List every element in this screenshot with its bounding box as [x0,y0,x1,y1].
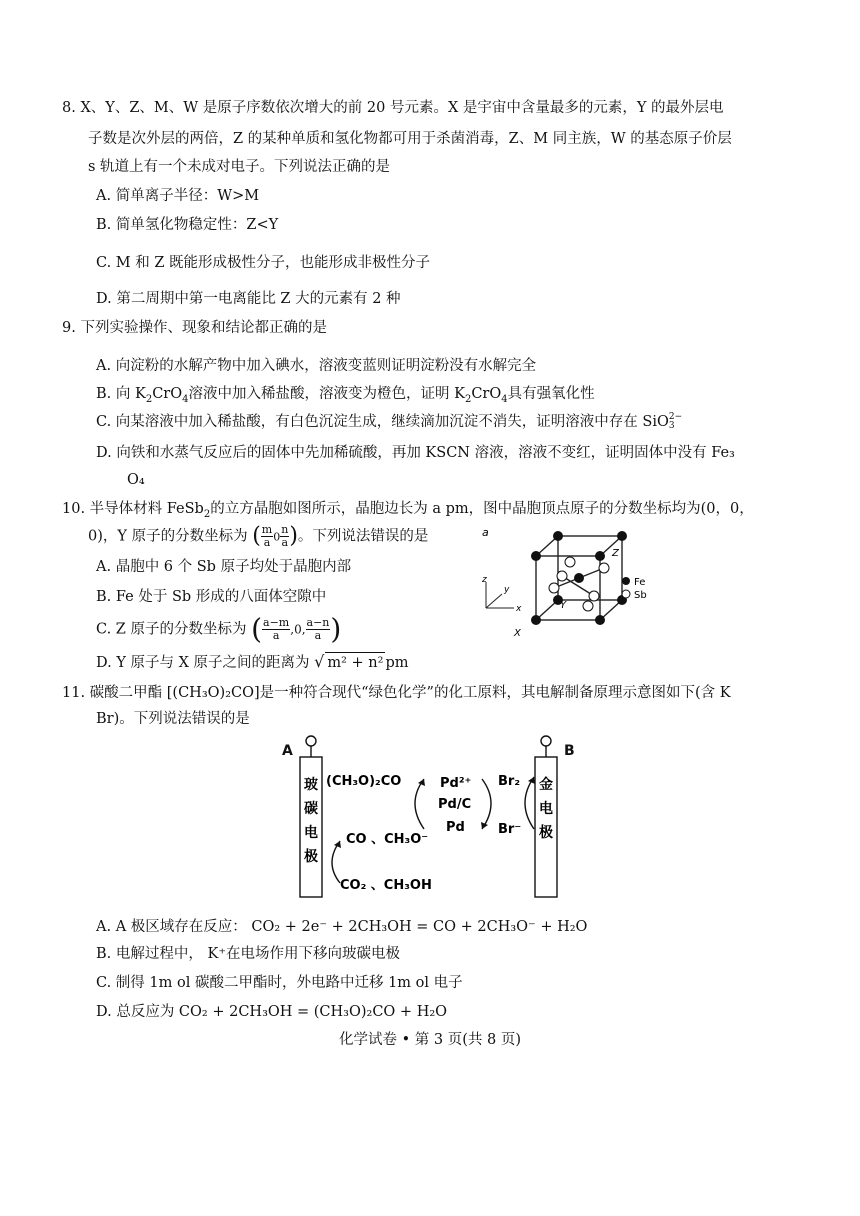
q11-option-b: B. 电解过程中， K⁺在电场作用下移向玻碳电极 [96,946,400,962]
species-co2: CO₂ 、CH₃OH [340,878,432,893]
q10-line2-post: 。下列说法错误的是 [297,528,429,545]
q8-stem-line3: s 轨道上有一个未成对电子。下列说法正确的是 [88,159,391,175]
q8-option-d: D. 第二周期中第一电离能比 Z 大的元素有 2 种 [96,291,401,307]
legend-sb-label: Sb [634,590,647,601]
q8-option-b: B. 简单氢化物稳定性：Z<Y [96,217,279,233]
q10-option-b: B. Fe 处于 Sb 形成的八面体空隙中 [96,589,327,605]
legend-sb-marker [622,590,630,598]
left-elec-char-3: 电 [304,825,318,841]
q10-d-post: pm [385,655,409,671]
q9-b-pre: B. 向 [96,386,135,402]
q8-option-a: A. 简单离子半径：W>M [96,188,260,204]
q11-option-c: C. 制得 1m ol 碳酸二甲酯时，外电路中迁移 1m ol 电子 [96,975,463,991]
q10-option-d: D. Y 原子与 X 原子之间的距离为 √ m² + n² pm [96,652,409,671]
q10-stem-line2: 0)，Y 原子的分数坐标为 ( $\frac{m}{a}$ 0 $\frac{n}{a}$ )。下列说法错误的是 [88,523,429,549]
q9-c-pre: C. 向某溶液中加入稀盐酸，有白色沉淀生成，继续滴加沉淀不消失，证明溶液中存在 [96,414,643,430]
species-pd2: Pd²⁺ [440,776,472,791]
q11-option-a: A. A 极区域存在反应： CO₂ + 2e⁻ + 2CH₃OH = CO + 2CH₃O⁻ + H₂O [96,919,588,935]
fig-label-a: a [482,526,489,539]
q9-b-post: 具有强氧化性 [507,386,595,402]
species-brm: Br⁻ [498,822,522,837]
legend-fe-label: Fe [634,577,646,588]
left-elec-char-4: 极 [304,849,318,865]
q10-d-sqrt: m² + n² [325,652,385,673]
atom-x-label: X [514,628,521,639]
right-elec-char-3: 极 [539,825,553,841]
q8-stem-line1: 8. X、Y、Z、M、W 是原子序数依次增大的前 20 号元素。X 是宇宙中含量最多的元素，Y 的最外层电 [62,100,724,116]
axis-z-label: z [482,575,487,585]
axis-y-label: y [504,585,510,595]
species-dmc: (CH₃O)₂CO [326,774,402,789]
legend-fe-marker [622,577,630,585]
axis-x-label: x [516,604,522,614]
q9-option-a: A. 向淀粉的水解产物中加入碘水，溶液变蓝则证明淀粉没有水解完全 [96,358,537,374]
q11-option-d: D. 总反应为 CO₂ + 2CH₃OH = (CH₃O)₂CO + H₂O [96,1004,448,1020]
q10-d-pre: D. Y 原子与 X 原子之间的距离为 [96,655,315,671]
electrode-b-label: B [564,743,575,759]
q10-option-a: A. 晶胞中 6 个 Sb 原子均处于晶胞内部 [96,559,352,575]
q10-option-c: C. Z 原子的分数坐标为 ( $\frac{a-m}{a}$ ,0, $\frac{a-n}{a}$ ) [96,612,342,646]
q11-stem-line1: 11. 碳酸二甲酯 [(CH₃O)₂CO]是一种符合现代“绿色化学”的化工原料，其电解制备原理示意图如下(含 K [62,685,731,701]
electrolysis-figure [278,733,588,903]
q10-c-pre: C. Z 原子的分数坐标为 [96,621,252,638]
q8-option-c: C. M 和 Z 既能形成极性分子，也能形成非极性分子 [96,255,431,271]
q10-stem-line1: 10. 半导体材料 FeSb$_2$的立方晶胞如图所示，晶胞边长为 a pm，图中晶胞顶点原子的分数坐标均为(0，0， [62,501,754,520]
q9-option-c: C. 向某溶液中加入稀盐酸，有白色沉淀生成，继续滴加沉淀不消失，证明溶液中存在 SiO 2− 3 [96,412,683,431]
left-elec-char-2: 碳 [304,801,318,817]
atom-z-label: Z [612,548,619,559]
page-footer: 化学试卷 • 第 3 页(共 8 页) [339,1032,521,1048]
q9-option-d-line1: D. 向铁和水蒸气反应后的固体中先加稀硫酸，再加 KSCN 溶液，溶液不变红，证明固体中没有 Fe₃ [96,445,735,461]
species-pdc: Pd/C [438,797,472,812]
species-co: CO 、CH₃O⁻ [346,832,429,847]
q10-line1-pre: 10. 半导体材料 FeSb [62,501,204,517]
q9-stem: 9. 下列实验操作、现象和结论都正确的是 [62,320,327,336]
q9-b-mid: 溶液中加入稀盐酸，溶液变为橙色，证明 [188,386,455,402]
q9-option-d-line2: O₄ [127,472,145,488]
electrode-a-label: A [282,743,293,759]
right-elec-char-1: 金 [539,777,553,793]
species-pd: Pd [446,820,465,835]
q10-line2-pre: 0)，Y 原子的分数坐标为 [88,528,253,545]
q9-option-b: B. 向 $K_2CrO_4$溶液中加入稀盐酸，溶液变为橙色，证明 $K_2CrO_4$具有强氧化性 [96,386,595,405]
q11-stem-line2: Br)。下列说法错误的是 [96,711,250,727]
species-br2: Br₂ [498,774,521,789]
atom-y-label: Y [560,600,567,611]
q10-line1-post: 的立方晶胞如图所示，晶胞边长为 a pm，图中晶胞顶点原子的分数坐标均为(0，0， [210,501,754,517]
right-elec-char-2: 电 [539,801,553,817]
left-elec-char-1: 玻 [304,777,318,793]
q8-stem-line2: 子数是次外层的两倍，Z 的某种单质和氢化物都可用于杀菌消毒，Z、M 同主族，W 的基态原子价层 [88,131,732,147]
crystal-cell-figure [474,526,664,642]
